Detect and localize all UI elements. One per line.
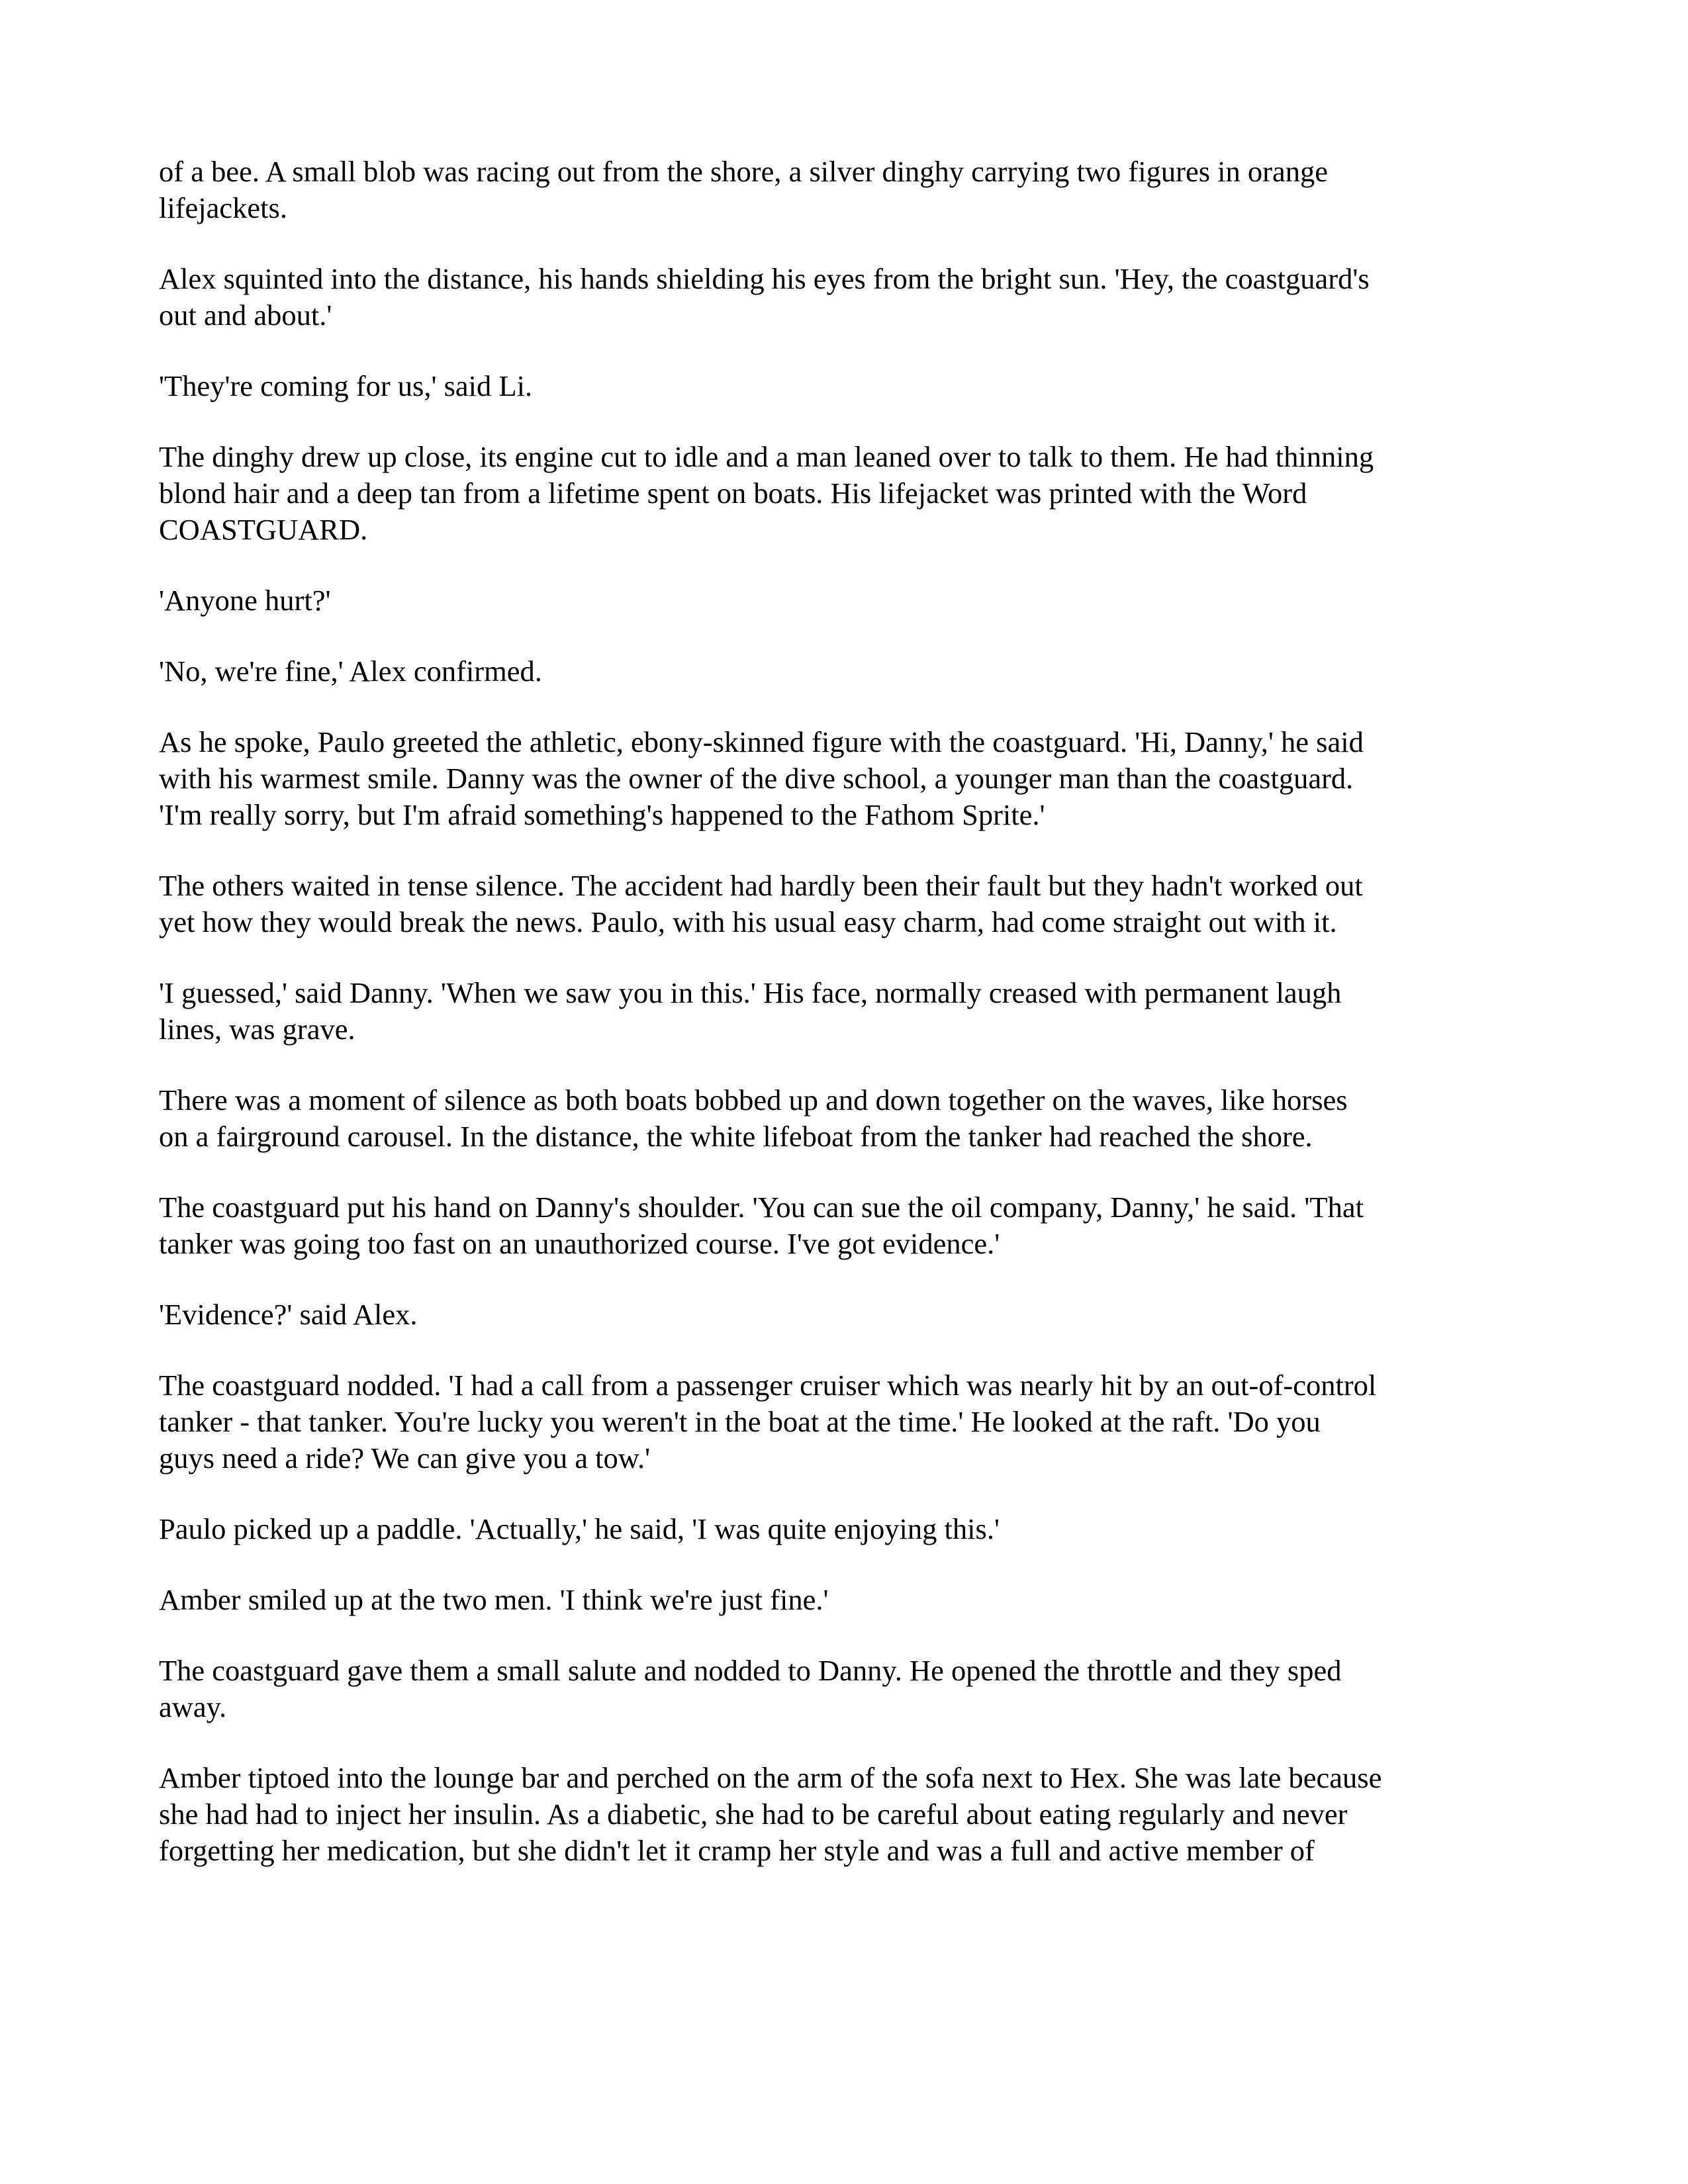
text-line: The coastguard nodded. 'I had a call from a passenger cruiser which was nearly hit by an out-of-control [159,1369,1377,1402]
paragraph [159,582,1542,619]
text-line: 'No, we're fine,' Alex confirmed. [159,655,542,688]
text-line: Paulo picked up a paddle. 'Actually,' he said, 'I was quite enjoying this.' [159,1512,1000,1545]
text-line: The coastguard gave them a small salute and nodded to Danny. He opened the throttle and they sped [159,1654,1342,1687]
document-body [159,154,1542,1869]
text-line: on a fairground carousel. In the distance, the white lifeboat from the tanker had reached the shore. [159,1120,1313,1153]
paragraph [159,1653,1542,1725]
text-line: out and about.' [159,298,332,332]
text-line: There was a moment of silence as both boats bobbed up and down together on the waves, like horses [159,1083,1348,1116]
text-line: 'They're coming for us,' said Li. [159,369,533,402]
paragraph [159,975,1542,1048]
text-line: Alex squinted into the distance, his hands shielding his eyes from the bright sun. 'Hey, the coastguard's [159,262,1370,295]
text-line: yet how they would break the news. Paulo, with his usual easy charm, had come straight out with it. [159,905,1337,938]
paragraph [159,1511,1542,1547]
text-line: The others waited in tense silence. The accident had hardly been their fault but they hadn't worked out [159,869,1363,902]
text-line: As he spoke, Paulo greeted the athletic, ebony-skinned figure with the coastguard. 'Hi, Danny,' he said [159,725,1364,758]
paragraph [159,1297,1542,1333]
paragraph [159,1367,1542,1477]
text-line: 'Evidence?' said Alex. [159,1298,418,1331]
text-line: she had had to inject her insulin. As a diabetic, she had to be careful about eating regularly and never [159,1797,1348,1831]
paragraph [159,261,1542,334]
text-line: lifejackets. [159,191,287,224]
text-line: lines, was grave. [159,1013,355,1046]
text-line: away. [159,1690,227,1723]
text-line: tanker was going too fast on an unauthorized course. I've got evidence.' [159,1227,1000,1260]
paragraph [159,1760,1542,1869]
text-line: The coastguard put his hand on Danny's shoulder. 'You can sue the oil company, Danny,' he said. 'That [159,1191,1364,1224]
paragraph [159,1189,1542,1262]
text-line: COASTGUARD. [159,513,368,546]
paragraph [159,439,1542,548]
text-line: blond hair and a deep tan from a lifetime spent on boats. His lifejacket was printed with the Word [159,477,1307,510]
paragraph [159,154,1542,226]
paragraph [159,868,1542,940]
text-line: Amber smiled up at the two men. 'I think we're just fine.' [159,1583,829,1616]
text-line: The dinghy drew up close, its engine cut to idle and a man leaned over to talk to them. He had thinning [159,440,1374,473]
paragraph [159,368,1542,404]
paragraph [159,1082,1542,1155]
text-line: 'I'm really sorry, but I'm afraid something's happened to the Fathom Sprite.' [159,798,1045,831]
text-line: Amber tiptoed into the lounge bar and perched on the arm of the sofa next to Hex. She was late because [159,1761,1382,1794]
text-line: guys need a ride? We can give you a tow.' [159,1441,651,1475]
text-line: 'Anyone hurt?' [159,584,331,617]
text-line: forgetting her medication, but she didn't let it cramp her style and was a full and active member of [159,1834,1315,1867]
text-line: 'I guessed,' said Danny. 'When we saw you in this.' His face, normally creased with permanent laugh [159,976,1342,1009]
paragraph [159,1582,1542,1618]
text-line: of a bee. A small blob was racing out from the shore, a silver dinghy carrying two figures in orange [159,155,1328,188]
paragraph [159,653,1542,690]
text-line: with his warmest smile. Danny was the owner of the dive school, a younger man than the coastguard. [159,762,1354,795]
paragraph [159,724,1542,833]
text-line: tanker - that tanker. You're lucky you weren't in the boat at the time.' He looked at the raft. 'Do you [159,1405,1321,1438]
